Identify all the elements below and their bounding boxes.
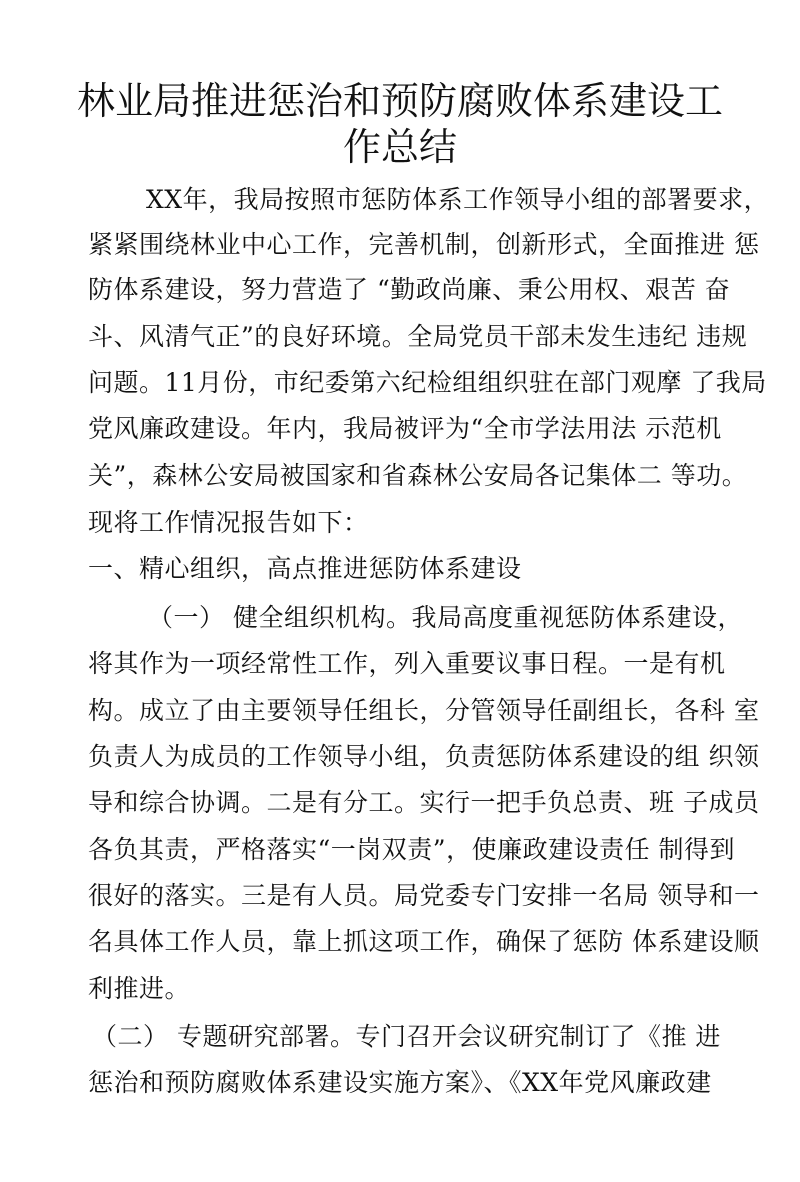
subsection-line-1: （一） 健全组织机构。我局高度重视惩防体系建设，	[148, 603, 743, 632]
paragraph-line-6: 党风廉政建设。年内，我局被评为“全市学法用法 示范机	[88, 414, 722, 443]
subsection-line-6: 各负其责，严格落实“一岗双责”，使廉政建设责任 制得到	[88, 835, 736, 864]
subsection-line-4: 负责人为成员的工作领导小组，负责惩防体系建设的组 织领	[88, 742, 760, 771]
subsection-line-2: 将其作为一项经常性工作，列入重要议事日程。一是有机	[88, 649, 726, 678]
subsection-line-8: 名具体工作人员，靠上抓这项工作，确保了惩防 体系建设顺	[88, 927, 760, 956]
paragraph-line-1: XX年，我局按照市惩防体系工作领导小组的部署要求，	[146, 185, 770, 214]
section-heading-1: 一、精心组织，高点推进惩防体系建设	[88, 554, 522, 583]
paragraph-line-8: 现将工作情况报告如下：	[88, 508, 369, 537]
subsection-2-line-1: （二） 专题研究部署。专门召开会议研究制订了《推 进	[92, 1022, 721, 1051]
subsection-line-3: 构。成立了由主要领导任组长，分管领导任副组长，各科 室	[88, 696, 760, 725]
document-title-line-2: 作总结	[342, 125, 457, 169]
subsection-line-5: 导和综合协调。二是有分工。实行一把手负总责、班 子成员	[88, 788, 760, 817]
paragraph-line-5: 问题。11月份，市纪委第六纪检组组织驻在部门观摩 了我局	[88, 368, 767, 397]
paragraph-line-7: 关”，森林公安局被国家和省森林公安局各记集体二 等功。	[88, 461, 748, 490]
subsection-2-line-2: 惩治和预防腐败体系建设实施方案》、《XX年党风廉政建	[88, 1068, 712, 1097]
subsection-line-9: 利推进。	[88, 974, 191, 1003]
subsection-line-7: 很好的落实。三是有人员。局党委专门安排一名局 领导和一	[88, 881, 760, 910]
document-title-line-1: 林业局推进惩治和预防腐败体系建设工	[76, 79, 723, 123]
paragraph-line-4: 斗、风清气正”的良好环境。全局党员干部未发生违纪 违规	[88, 322, 748, 351]
paragraph-line-3: 防体系建设，努力营造了 “勤政尚廉、秉公用权、艰苦 奋	[88, 275, 731, 304]
paragraph-line-2: 紧紧围绕林业中心工作，完善机制，创新形式，全面推进 惩	[88, 230, 760, 259]
